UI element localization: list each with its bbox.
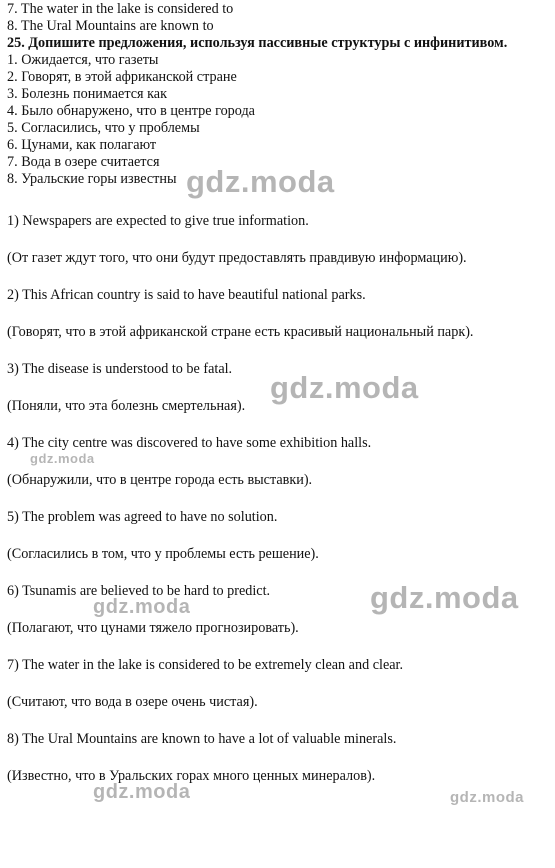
- task-items: [7, 52, 547, 188]
- answer-en-5: 5) The problem was agreed to have no solution.: [7, 509, 278, 525]
- answer-ru-3: (Поняли, что эта болезнь смертельная).: [7, 398, 246, 414]
- watermark: gdz.moda: [30, 451, 95, 466]
- task-item: 5. Согласились, что у проблемы: [7, 120, 200, 136]
- top-line-8: 8. The Ural Mountains are known to: [7, 18, 214, 34]
- top-line-7: 7. The water in the lake is considered to: [7, 1, 234, 17]
- answer-en-3: 3) The disease is understood to be fatal.: [7, 361, 233, 377]
- document: [7, 1, 547, 804]
- watermark: gdz.moda: [186, 164, 335, 199]
- watermark: gdz.moda: [450, 789, 524, 806]
- task-item: 8. Уральские горы известны: [7, 171, 177, 187]
- answer-ru-2: (Говорят, что в этой африканской стране есть красивый национальный парк).: [7, 324, 474, 340]
- answer-en-1: 1) Newspapers are expected to give true information.: [7, 213, 309, 229]
- task-item: 1. Ожидается, что газеты: [7, 52, 159, 68]
- answer-en-7: 7) The water in the lake is considered to be extremely clean and clear.: [7, 657, 404, 673]
- task-item: 3. Болезнь понимается как: [7, 86, 167, 102]
- answer-en-8: 8) The Ural Mountains are known to have a lot of valuable minerals.: [7, 731, 397, 747]
- task-item: 7. Вода в озере считается: [7, 154, 160, 170]
- answers: [7, 212, 547, 785]
- answer-en-4: 4) The city centre was discovered to have some exhibition halls.: [7, 435, 372, 451]
- watermark: gdz.moda: [370, 580, 519, 615]
- answer-en-6: 6) Tsunamis are believed to be hard to predict.: [7, 583, 271, 599]
- task-item: 2. Говорят, в этой африканской стране: [7, 69, 237, 85]
- answer-ru-5: (Согласились в том, что у проблемы есть решение).: [7, 546, 319, 562]
- answer-ru-4: (Обнаружили, что в центре города есть выставки).: [7, 472, 313, 488]
- task-title: 25. Допишите предложения, используя пассивные структуры с инфинитивом.: [7, 35, 508, 51]
- task-item: 6. Цунами, как полагают: [7, 137, 157, 153]
- watermark: gdz.moda: [270, 370, 419, 405]
- task-item: 4. Было обнаружено, что в центре города: [7, 103, 255, 119]
- answer-ru-8: (Известно, что в Уральских горах много ценных минералов).: [7, 768, 376, 784]
- answer-ru-1: (От газет ждут того, что они будут предоставлять правдивую информацию).: [7, 250, 467, 266]
- watermark: gdz.moda: [93, 781, 191, 803]
- answer-en-2: 2) This African country is said to have beautiful national parks.: [7, 287, 366, 303]
- answer-ru-6: (Полагают, что цунами тяжело прогнозировать).: [7, 620, 299, 636]
- answer-ru-7: (Считают, что вода в озере очень чистая).: [7, 694, 258, 710]
- watermark: gdz.moda: [93, 596, 191, 618]
